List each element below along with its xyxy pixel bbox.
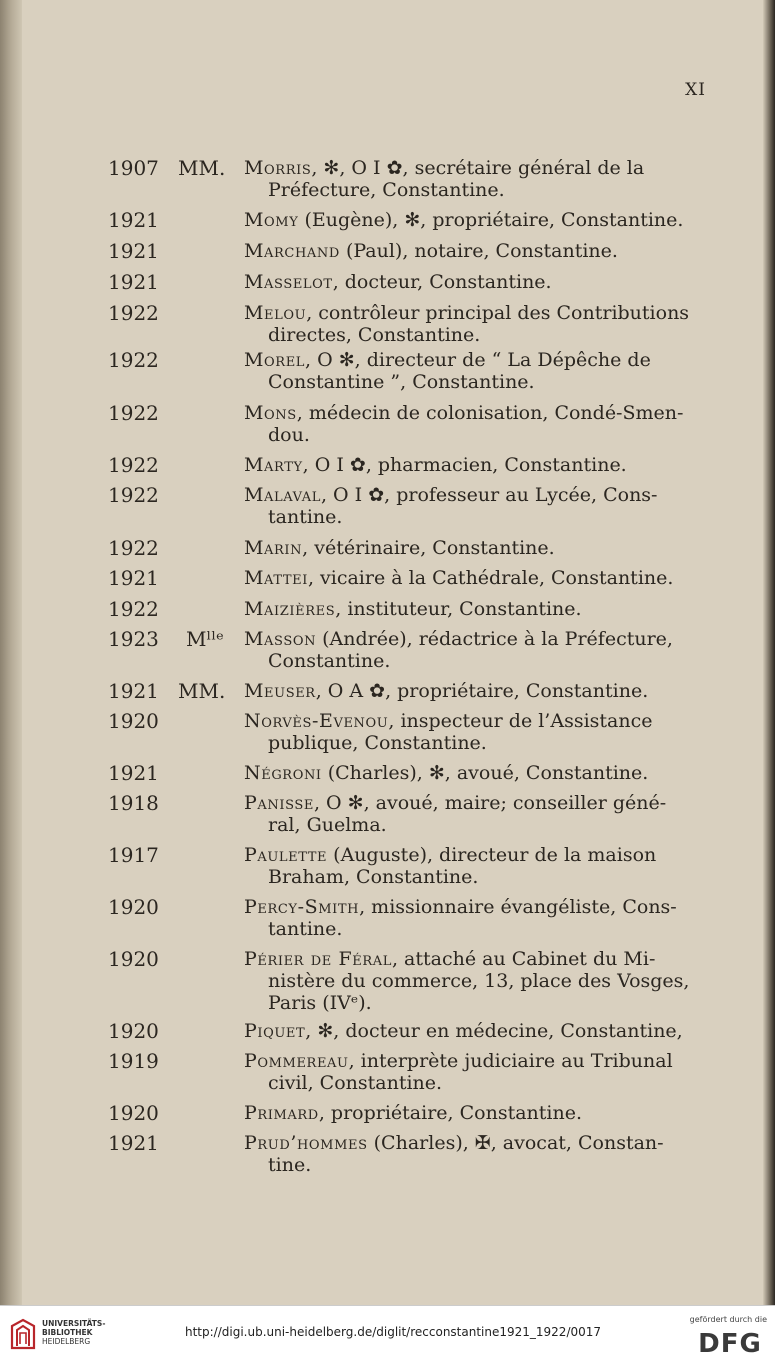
permalink-url[interactable]: http://digi.ub.uni-heidelberg.de/diglit/recconstantine1921_1922/0017 (185, 1325, 602, 1339)
entry-text (244, 1132, 704, 1176)
entry-year: 1922 (108, 597, 159, 621)
entry-text (244, 762, 704, 784)
entry-continuation: directes, Constantine. (268, 324, 481, 346)
entry-continuation: nistère du commerce, 13, place des Vosges, (268, 970, 690, 992)
entry-details: , O I ✿, pharmacien, Constantine. (302, 454, 627, 476)
entry-year: 1922 (108, 536, 159, 560)
entry-continuation: Préfecture, Constantine. (268, 179, 505, 201)
entry-text (244, 240, 704, 262)
entry-details: , ✻, O I ✿, secrétaire général de la (311, 157, 645, 179)
entry-text (244, 1020, 704, 1042)
entry-text (244, 896, 704, 940)
entry-name: Morel (244, 349, 306, 371)
entry-continuation: Paris (IVᵉ). (268, 992, 372, 1014)
entry-year: 1907 (108, 156, 159, 180)
entry-year: 1921 (108, 208, 159, 232)
entry-year: 1920 (108, 1101, 159, 1125)
entry-name: Malaval (244, 484, 321, 506)
entry-year: 1922 (108, 401, 159, 425)
entry-text (244, 792, 704, 836)
entry-continuation: tantine. (268, 506, 343, 528)
entry-name: Marchand (244, 240, 340, 262)
entry-name: Melou (244, 302, 307, 324)
entry-details: , O ✻, directeur de “ La Dépêche de (305, 349, 651, 371)
dfg-logo-icon (693, 1328, 767, 1356)
entry-continuation: dou. (268, 424, 310, 446)
entry-details: (Andrée), rédactrice à la Préfecture, (316, 628, 673, 650)
entry-details: , attaché au Cabinet du Mi- (391, 948, 656, 970)
entry-details: , ✻, docteur en médecine, Constantine, (305, 1020, 683, 1042)
entry-name: Maizières (244, 598, 336, 620)
entry-year: 1921 (108, 761, 159, 785)
entry-text (244, 484, 704, 528)
entry-name: Marty (244, 454, 303, 476)
entry-name: Pommereau (244, 1050, 349, 1072)
entry-text (244, 948, 704, 1014)
entry-text (244, 402, 704, 446)
entry-text (244, 598, 704, 620)
entry-text (244, 710, 704, 754)
entry-text (244, 628, 704, 672)
library-line-3: HEIDELBERG (42, 1337, 91, 1346)
entry-name: Masselot (244, 271, 333, 293)
entry-name: Mons (244, 402, 297, 424)
entry-year: 1921 (108, 270, 159, 294)
entry-text (244, 1102, 704, 1124)
entry-name: Percy-Smith (244, 896, 360, 918)
entry-year: 1920 (108, 709, 159, 733)
entry-details: , vétérinaire, Constantine. (302, 537, 555, 559)
entry-year: 1917 (108, 843, 159, 867)
entry-continuation: tine. (268, 1154, 312, 1176)
entry-name: Périer de Féral (244, 948, 392, 970)
entry-details: , docteur, Constantine. (332, 271, 552, 293)
entry-name: Paulette (244, 844, 328, 866)
entry-name: Norvès-Evenou (244, 710, 389, 732)
entry-name: Prud’hommes (244, 1132, 368, 1154)
dfg-logo-text: DFG (698, 1329, 762, 1356)
entry-details: , O A ✿, propriétaire, Constantine. (315, 680, 649, 702)
entry-text (244, 680, 704, 702)
entry-name: Mattei (244, 567, 308, 589)
entry-year: 1921 (108, 1131, 159, 1155)
library-line-2: BIBLIOTHEK (42, 1328, 93, 1337)
entry-text (244, 537, 704, 559)
entry-name: Momy (244, 209, 299, 231)
university-name (42, 1319, 105, 1346)
entry-details: (Paul), notaire, Constantine. (339, 240, 618, 262)
entry-text (244, 1050, 704, 1094)
viewer-footer (0, 1305, 775, 1362)
entry-details: (Charles), ✠, avocat, Constan- (367, 1132, 664, 1154)
entry-name: Piquet (244, 1020, 306, 1042)
entry-details: (Charles), ✻, avoué, Constantine. (321, 762, 649, 784)
entry-details: , contrôleur principal des Contributions (306, 302, 690, 324)
entry-text (244, 157, 704, 201)
entry-year: 1918 (108, 791, 159, 815)
entry-name: Panisse (244, 792, 314, 814)
entry-text (244, 271, 704, 293)
funded-by-label: gefördert durch die (689, 1315, 767, 1324)
entry-name: Masson (244, 628, 317, 650)
entry-details: (Auguste), directeur de la maison (327, 844, 657, 866)
entry-details: , médecin de colonisation, Condé-Smen- (296, 402, 684, 424)
entry-text (244, 349, 704, 393)
entry-name: Primard (244, 1102, 319, 1124)
entry-continuation: Constantine. (268, 650, 391, 672)
entry-details: , inspecteur de l’Assistance (388, 710, 653, 732)
entry-text (244, 302, 704, 346)
entry-name: Morris (244, 157, 312, 179)
entry-year: 1921 (108, 679, 159, 703)
entry-details: , propriétaire, Constantine. (318, 1102, 582, 1124)
entry-text (244, 454, 704, 476)
entry-continuation: tantine. (268, 918, 343, 940)
entry-year: 1921 (108, 566, 159, 590)
entry-year: 1920 (108, 895, 159, 919)
page-number: XI (685, 80, 706, 100)
entry-year: 1921 (108, 239, 159, 263)
library-line-1: UNIVERSITÄTS- (42, 1319, 106, 1328)
book-spine (0, 0, 22, 1305)
entry-year: 1922 (108, 301, 159, 325)
entry-name: Marin (244, 537, 303, 559)
entry-continuation: civil, Constantine. (268, 1072, 443, 1094)
entry-text (244, 567, 704, 589)
entry-year: 1922 (108, 348, 159, 372)
entry-title-prefix: MM. (178, 156, 226, 180)
entry-continuation: publique, Constantine. (268, 732, 487, 754)
entry-title-prefix: Mˡˡᵉ (186, 627, 224, 651)
entry-year: 1920 (108, 1019, 159, 1043)
entry-continuation: Braham, Constantine. (268, 866, 479, 888)
entry-title-prefix: MM. (178, 679, 226, 703)
entry-name: Négroni (244, 762, 322, 784)
entry-details: , missionnaire évangéliste, Cons- (359, 896, 677, 918)
entry-details: , O I ✿, professeur au Lycée, Cons- (320, 484, 658, 506)
entry-text (244, 844, 704, 888)
entry-year: 1922 (108, 453, 159, 477)
entry-continuation: ral, Guelma. (268, 814, 387, 836)
entry-continuation: Constantine ”, Constantine. (268, 371, 535, 393)
entry-year: 1920 (108, 947, 159, 971)
entry-details: , vicaire à la Cathédrale, Constantine. (307, 567, 674, 589)
entry-details: (Eugène), ✻, propriétaire, Constantine. (298, 209, 684, 231)
entry-year: 1923 (108, 627, 159, 651)
university-logo-icon (8, 1318, 38, 1352)
entry-year: 1919 (108, 1049, 159, 1073)
entry-text (244, 209, 704, 231)
entry-details: , instituteur, Constantine. (335, 598, 582, 620)
page-edge-shadow (763, 0, 775, 1305)
entry-details: , interprète judiciaire au Tribunal (348, 1050, 673, 1072)
entry-year: 1922 (108, 483, 159, 507)
entry-details: , O ✻, avoué, maire; conseiller géné- (313, 792, 667, 814)
entry-name: Meuser (244, 680, 316, 702)
